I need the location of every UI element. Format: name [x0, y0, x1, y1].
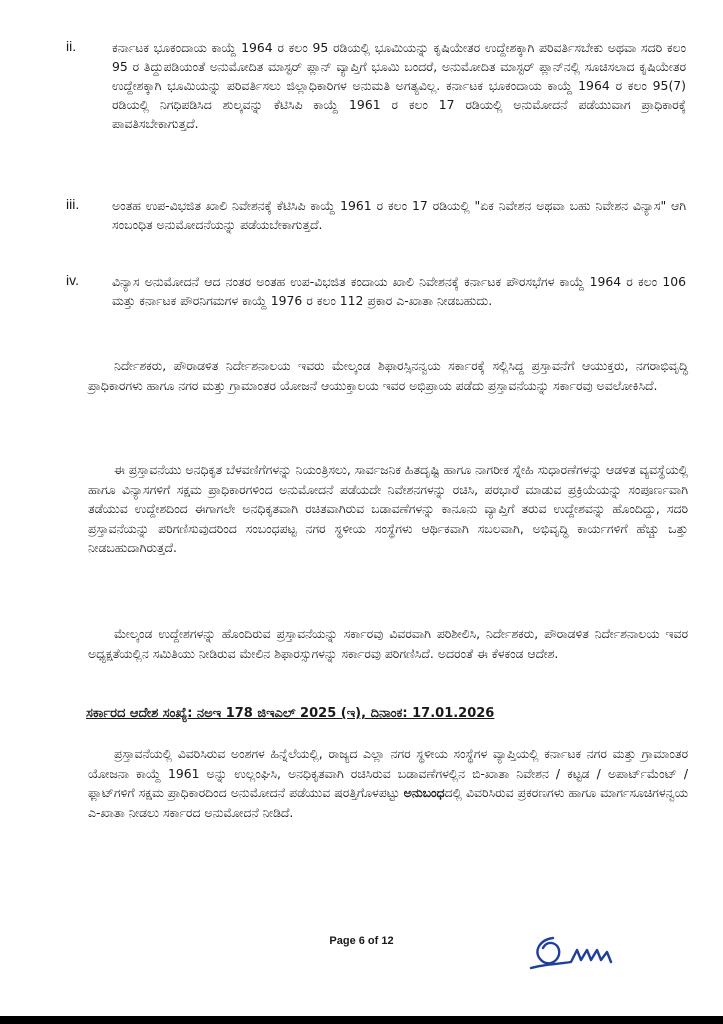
list-number: ii. [66, 38, 77, 54]
list-item-text: ಕರ್ನಾಟಕ ಭೂಕಂದಾಯ ಕಾಯ್ದೆ 1964 ರ ಕಲಂ 95 ರಡಿಯಲ್ಲಿ ಭೂಮಿಯನ್ನು ಕೃಷಿಯೇತರ ಉದ್ದೇಶಕ್ಕಾಗಿ ಪರಿವರ್ತಿಸಬೇಕು ಅಥವಾ ಸದರಿ ಕಲಂ 95 ರ ತಿದ್ದುಪಡಿಯಂತೆ ಅನುಮೋದಿತ ಮಾಸ್ಟರ್ ಪ್ಲಾನ್ ವ್ಯಾಪ್ತಿಗೆ ಭೂಮಿ ಬಂದರೆ, ಅನುಮೋದಿತ ಮಾಸ್ಟರ್ ಪ್ಲಾನ್‌ನಲ್ಲಿ ಸೂಚಿಸಲಾದ ಕೃಷಿಯೇತರ ಉದ್ದೇಶಕ್ಕಾಗಿ ಭೂಮಿಯನ್ನು ಪರಿವರ್ತಿಸಲು ಜಿಲ್ಲಾಧಿಕಾರಿಗಳ ಅನುಮತಿ ಅಗತ್ಯವಿಲ್ಲ. ಕರ್ನಾಟಕ ಭೂಕಂದಾಯ ಕಾಯ್ದೆ 1964 ರ ಕಲಂ 95(7) ರಡಿಯಲ್ಲಿ ನಿಗಧಿಪಡಿಸಿದ ಶುಲ್ಕವನ್ನು ಕೆಟಿಸಿಪಿ ಕಾಯ್ದೆ 1961 ರ ಕಲಂ 17 ರಡಿಯಲ್ಲಿ ಅನುಮೋದನೆ ಪಡೆಯುವಾಗ ಪ್ರಾಧಿಕಾರಕ್ಕೆ ಪಾವತಿಸಬೇಕಾಗುತ್ತದೆ. [112, 40, 686, 131]
order-text-start: ಪ್ರಸ್ತಾವನೆಯಲ್ಲಿ ವಿವರಿಸಿರುವ ಅಂಶಗಳ ಹಿನ್ನೆಲೆಯಲ್ಲಿ, ರಾಜ್ಯದ ಎಲ್ಲಾ ನಗರ ಸ್ಥಳೀಯ ಸಂಸ್ಥೆಗಳ ವ್ಯಾಪ್ತಿಯಲ್ಲಿ ಕರ್ನಾಟಕ ನಗರ ಮತ್ತು ಗ್ರಾಮಾಂತರ ಯೋಜನಾ ಕಾಯ್ದೆ 1961 ಅನ್ನು ಉಲ್ಲಂಘಿಸಿ, ಅನಧಿಕೃತವಾಗಿ ರಚಿಸಿರುವ ಬಡಾವಣೆಗಳಲ್ಲಿನ ಬಿ-ಖಾತಾ ನಿವೇಶನ / ಕಟ್ಟಡ / ಅಪಾರ್ಟ್‌ಮೆಂಟ್ / ಫ್ಲಾಟ್‌ಗಳಿಗೆ ಸಕ್ಷಮ ಪ್ರಾಧಿಕಾರದಿಂದ ಅನುಮೋದನೆ ಪಡೆಯುವ ಷರತ್ತಿಗೊಳಪಟ್ಟು [88, 746, 688, 801]
signature-mark [525, 928, 625, 974]
scan-bottom-edge [0, 1016, 723, 1024]
paragraph-committee-recommendation: ಮೇಲ್ಕಂಡ ಉದ್ದೇಶಗಳನ್ನು ಹೊಂದಿರುವ ಪ್ರಸ್ತಾವನೆಯನ್ನು ಸರ್ಕಾರವು ವಿವರವಾಗಿ ಪರಿಶೀಲಿಸಿ, ನಿರ್ದೇಶಕರು, ಪೌರಾಡಳಿತ ನಿರ್ದೇಶನಾಲಯ ಇವರ ಅಧ್ಯಕ್ಷತೆಯಲ್ಲಿನ ಸಮಿತಿಯು ನೀಡಿರುವ ಮೇಲಿನ ಶಿಫಾರಸ್ಸುಗಳನ್ನು ಸರ್ಕಾರವು ಪರಿಗಣಿಸಿದೆ. ಅದರಂತೆ ಈ ಕೆಳಕಂಡ ಆದೇಶ. [88, 626, 688, 661]
paragraph-order-text [88, 744, 688, 822]
list-item-text: ಅಂತಹ ಉಪ-ವಿಭಜಿತ ಖಾಲಿ ನಿವೇಶನಕ್ಕೆ ಕೆಟಿಸಿಪಿ ಕಾಯ್ದೆ 1961 ರ ಕಲಂ 17 ರಡಿಯಲ್ಲಿ "ಏಕ ನಿವೇಶನ ಅಥವಾ ಬಹು ನಿವೇಶನ ವಿನ್ಯಾಸ" ಆಗಿ ಸಂಬಂಧಿತ ಅನುಮೋದನೆಯನ್ನು ಪಡೆಯಬೇಕಾಗುತ್ತದೆ. [112, 198, 686, 232]
paragraph-proposal-review: ನಿರ್ದೇಶಕರು, ಪೌರಾಡಳಿತ ನಿರ್ದೇಶನಾಲಯ ಇವರು ಮೇಲ್ಕಂಡ ಶಿಫಾರಸ್ಸಿನನ್ವಯ ಸರ್ಕಾರಕ್ಕೆ ಸಲ್ಲಿಸಿದ್ದ ಪ್ರಸ್ತಾವನೆಗೆ ಆಯುಕ್ತರು, ನಗರಾಭಿವೃದ್ಧಿ ಪ್ರಾಧಿಕಾರಗಳು ಹಾಗೂ ನಗರ ಮತ್ತು ಗ್ರಾಮಾಂತರ ಯೋಜನೆ ಆಯುಕ್ತಾಲಯ ಇವರ ಅಭಿಪ್ರಾಯ ಪಡೆದು ಪ್ರಸ್ತಾವನೆಯನ್ನು ಸರ್ಕಾರವು ಅವಲೋಕಿಸಿದೆ. [88, 358, 688, 393]
list-number: iv. [66, 272, 79, 288]
page-number: Page 6 of 12 [329, 935, 394, 947]
paragraph-proposal-purpose: ಈ ಪ್ರಸ್ತಾವನೆಯು ಅನಧಿಕೃತ ಬೆಳವಣಿಗೆಗಳನ್ನು ನಿಯಂತ್ರಿಸಲು, ಸಾರ್ವಜನಿಕ ಹಿತದೃಷ್ಟಿ ಹಾಗೂ ನಾಗರೀಕ ಸ್ನೇಹಿ ಸುಧಾರಣೆಗಳನ್ನು ಆಡಳಿತ ವ್ಯವಸ್ಥೆಯಲ್ಲಿ ಹಾಗೂ ವಿನ್ಯಾಸಗಳಿಗೆ ಸಕ್ಷಮ ಪ್ರಾಧಿಕಾರಗಳಿಂದ ಅನುಮೋದನೆ ಪಡೆಯದೇ ನಿವೇಶನಗಳನ್ನು ರಚಿಸಿ, ಪರಭಾರೆ ಮಾಡುವ ಪ್ರಕ್ರಿಯೆಯನ್ನು ಸಂಪೂರ್ಣವಾಗಿ ತಡೆಯುವ ಉದ್ದೇಶದಿಂದ ಈಗಾಗಲೇ ಅನಧಿಕೃತವಾಗಿ ರಚಿತವಾಗಿರುವ ಬಡಾವಣೆಗಳನ್ನು ಕಾನೂನು ವ್ಯಾಪ್ತಿಗೆ ತರುವ ಉದ್ದೇಶವನ್ನು ಹೊಂದಿದ್ದು, ಸದರಿ ಪ್ರಸ್ತಾವನೆಯನ್ನು ಪರಿಗಣಿಸುವುದರಿಂದ ಸಂಬಂಧಪಟ್ಟ ನಗರ ಸ್ಥಳೀಯ ಸಂಸ್ಥೆಗಳು ಆರ್ಥಿಕವಾಗಿ ಸಬಲವಾಗಿ, ಅಭಿವೃದ್ಧಿ ಕಾರ್ಯಗಳಿಗೆ ಹೆಚ್ಚು ಒತ್ತು ನೀಡಬಹುದಾಗಿರುತ್ತದೆ. [88, 462, 688, 556]
list-item-text: ವಿನ್ಯಾಸ ಅನುಮೋದನೆ ಆದ ನಂತರ ಅಂತಹ ಉಪ-ವಿಭಜಿತ ಕಂದಾಯ ಖಾಲಿ ನಿವೇಶನಕ್ಕೆ ಕರ್ನಾಟಕ ಪೌರಸಭೆಗಳ ಕಾಯ್ದೆ 1964 ರ ಕಲಂ 106 ಮತ್ತು ಕರ್ನಾಟಕ ಪೌರನಿಗಮಗಳ ಕಾಯ್ದೆ 1976 ರ ಕಲಂ 112 ಪ್ರಕಾರ ಎ-ಖಾತಾ ನೀಡಬಹುದು. [112, 274, 686, 308]
annexure-term: ಅನುಬಂಧ [403, 785, 445, 801]
list-item-iv [66, 272, 686, 310]
list-number: iii. [66, 196, 80, 212]
order-text-end: ದಲ್ಲಿ ವಿವರಿಸಿರುವ ಪ್ರಕರಣಗಳು ಹಾಗೂ ಮಾರ್ಗಸೂಚಿಗಳನ್ವಯ ಎ-ಖಾತಾ ನೀಡಲು ಸರ್ಕಾರದ ಅನುಮೋದನೆ ನೀಡಿದೆ. [88, 785, 688, 820]
government-order-heading: ಸರ್ಕಾರದ ಆದೇಶ ಸಂಖ್ಯೆ: ನಅಇ 178 ಜಿಇಎಲ್ 2025 (ಇ), ದಿನಾಂಕ: 17.01.2026 [86, 706, 495, 721]
list-item-iii [66, 196, 686, 234]
list-item-ii [66, 38, 686, 133]
